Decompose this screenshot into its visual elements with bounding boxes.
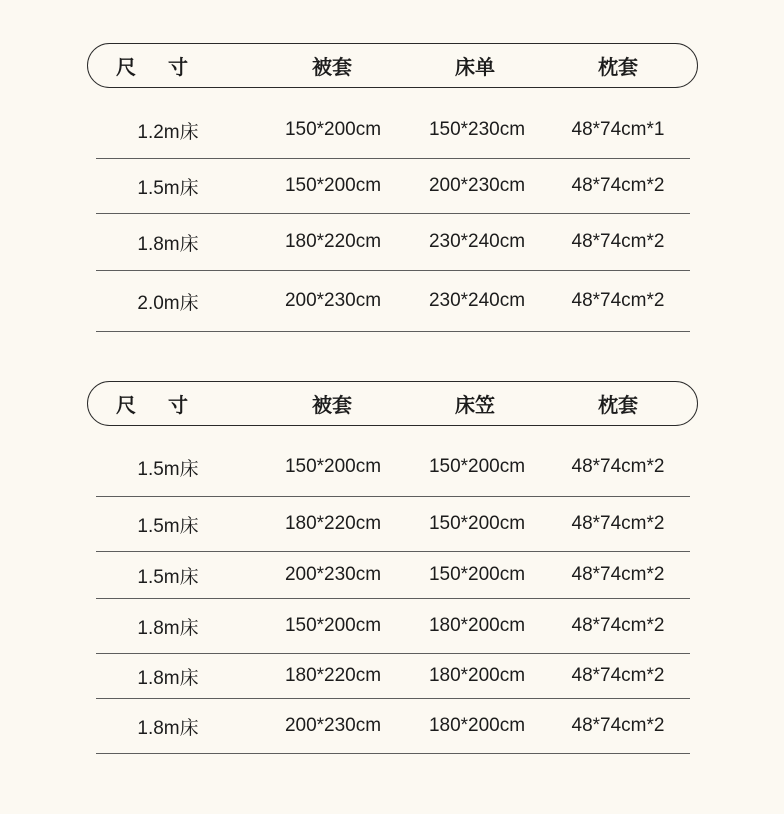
duvet-cover-cell: 200*230cm: [284, 290, 382, 311]
fitted-sheet-cell: 150*200cm: [428, 456, 526, 477]
table-row: [96, 599, 690, 654]
table-row: [96, 654, 690, 699]
pillowcase-cell: 48*74cm*2: [571, 456, 665, 477]
duvet-cover-cell: 200*230cm: [284, 715, 382, 736]
duvet-cover-cell: 180*220cm: [284, 665, 382, 686]
size-cell: 1.8m床: [137, 617, 199, 639]
header-fitted-sheet: 床笠: [455, 393, 495, 417]
table-row: [96, 102, 690, 159]
pillowcase-cell: 48*74cm*1: [571, 119, 665, 140]
size-cell: 1.8m床: [137, 667, 199, 689]
header-duvet-cover: 被套: [312, 393, 352, 417]
duvet-cover-cell: 150*200cm: [284, 615, 382, 636]
table-row: [96, 159, 690, 214]
pillowcase-cell: 48*74cm*2: [571, 175, 665, 196]
table-header-bedsheet-set: [87, 43, 698, 88]
duvet-cover-cell: 180*220cm: [284, 231, 382, 252]
fitted-sheet-cell: 180*200cm: [428, 615, 526, 636]
bed-sheet-cell: 230*240cm: [428, 290, 526, 311]
bed-sheet-cell: 150*230cm: [428, 119, 526, 140]
fitted-sheet-cell: 180*200cm: [428, 665, 526, 686]
header-bed-sheet: 床单: [455, 55, 495, 79]
duvet-cover-cell: 180*220cm: [284, 513, 382, 534]
size-cell: 1.2m床: [137, 121, 199, 143]
pillowcase-cell: 48*74cm*2: [571, 715, 665, 736]
duvet-cover-cell: 150*200cm: [284, 456, 382, 477]
duvet-cover-cell: 200*230cm: [284, 564, 382, 585]
size-cell: 1.5m床: [137, 566, 199, 588]
fitted-sheet-cell: 150*200cm: [428, 513, 526, 534]
table-row: [96, 271, 690, 332]
header-pillowcase: 枕套: [598, 393, 638, 417]
table-row: [96, 214, 690, 271]
size-cell: 1.8m床: [137, 717, 199, 739]
pillowcase-cell: 48*74cm*2: [571, 665, 665, 686]
size-cell: 1.8m床: [137, 233, 199, 255]
bed-sheet-cell: 200*230cm: [428, 175, 526, 196]
header-pillowcase: 枕套: [598, 55, 638, 79]
fitted-sheet-cell: 180*200cm: [428, 715, 526, 736]
size-cell: 1.5m床: [137, 458, 199, 480]
table-row: [96, 552, 690, 599]
bed-sheet-cell: 230*240cm: [428, 231, 526, 252]
pillowcase-cell: 48*74cm*2: [571, 231, 665, 252]
header-size: 尺 寸: [116, 55, 194, 79]
table-row: [96, 497, 690, 552]
table-row: [96, 438, 690, 497]
table-row: [96, 699, 690, 754]
pillowcase-cell: 48*74cm*2: [571, 290, 665, 311]
size-cell: 1.5m床: [137, 177, 199, 199]
fitted-sheet-cell: 150*200cm: [428, 564, 526, 585]
duvet-cover-cell: 150*200cm: [284, 119, 382, 140]
pillowcase-cell: 48*74cm*2: [571, 564, 665, 585]
header-duvet-cover: 被套: [312, 55, 352, 79]
pillowcase-cell: 48*74cm*2: [571, 513, 665, 534]
pillowcase-cell: 48*74cm*2: [571, 615, 665, 636]
header-size: 尺 寸: [116, 393, 194, 417]
table-header-fitted-sheet-set: [87, 381, 698, 426]
size-cell: 2.0m床: [137, 292, 199, 314]
size-cell: 1.5m床: [137, 515, 199, 537]
duvet-cover-cell: 150*200cm: [284, 175, 382, 196]
